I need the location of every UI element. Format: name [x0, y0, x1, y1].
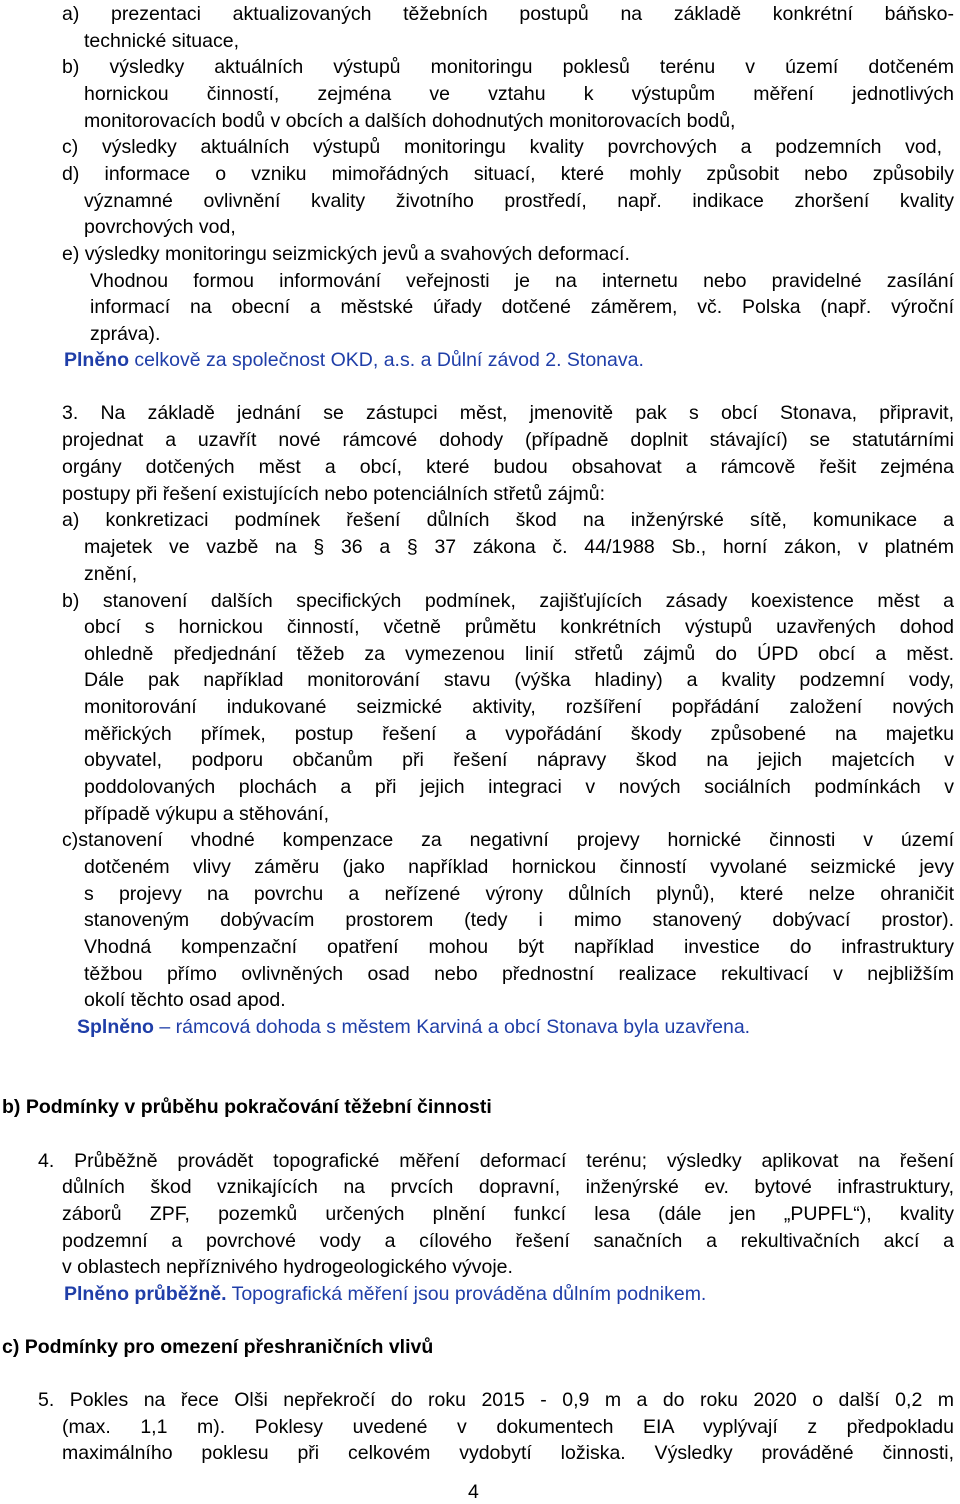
point3-line1: 3. Na základě jednání se zástupci měst, jmenovitě pak s obcí Stonava, připravit, — [62, 402, 954, 424]
point5-line1: 5. Pokles na řece Olši nepřekročí do roku 2015 - 0,9 m a do roku 2020 o další 0,2 m — [38, 1389, 954, 1411]
point3-c-line7: okolí těchto osad apod. — [84, 989, 286, 1011]
point4-line5: v oblastech nepříznivého hydrogeologického vývoje. — [62, 1256, 513, 1278]
item-a-line1: a) prezentaci aktualizovaných těžebních postupů na základě konkrétní báňsko- — [62, 3, 954, 25]
status-point3 — [77, 1014, 750, 1040]
point3-c-line1: c)stanovení vhodné kompenzace za negativní projevy hornické činnosti v území — [62, 829, 954, 851]
point3-c-line5: Vhodná kompenzační opatření mohou být například investice do infrastruktury — [84, 936, 954, 958]
point3-b-line2: obcí s hornickou činností, včetně průmětu konkrétních výstupů uzavřených dohod — [84, 616, 954, 638]
point3-c-line2: dotčeném vlivy záměru (jako například hornickou činností vyvolané seizmické jevy — [84, 856, 954, 878]
item-a-line2: technické situace, — [84, 30, 240, 52]
point4-line4: podzemní a povrchové vody a cílového řešení sanačních a rekultivačních akcí a — [62, 1230, 954, 1252]
status-block1 — [64, 347, 644, 373]
point3-b-line7: obyvatel, podporu občanům při řešení nápravy škod na jejich majetcích v — [84, 749, 954, 771]
status-point3-text: – rámcová dohoda s městem Karviná a obcí Stonava byla uzavřena. — [153, 1016, 751, 1038]
point3-c-line4: stanoveným dobývacím prostorem (tedy i mimo stanovený dobývací prostor). — [84, 909, 954, 931]
point3-line2: projednat a uzavřít nové rámcové dohody (případně doplnit stávající) se statutárními — [62, 429, 954, 451]
point4-line3: záborů ZPF, pozemků určených plnění funkcí lesa (dále jen „PUPFL“), kvality — [62, 1203, 954, 1225]
point4-line2: důlních škod vznikajících na prvcích dopravní, inženýrské ev. bytové infrastruktury, — [62, 1176, 954, 1198]
point5-line2: (max. 1,1 m). Poklesy uvedené v dokumentech EIA vyplývají z předpokladu — [62, 1416, 954, 1438]
item-d-line3: povrchových vod, — [84, 216, 236, 238]
public-info-line2: informací na obecní a městské úřady dotčené záměrem, vč. Polska (např. výroční — [90, 296, 954, 318]
point3-b-line6: měřických přímek, postup řešení a vypořádání škody způsobené na majetku — [84, 723, 954, 745]
status-block1-text: celkově za společnost OKD, a.s. a Důlní závod 2. Stonava. — [129, 349, 644, 371]
item-b-line1: b) výsledky aktuálních výstupů monitoringu poklesů terénu v území dotčeném — [62, 56, 954, 78]
point5-line3: maximálního poklesu při celkovém vydobytí ložiska. Výsledky prováděné činnosti, — [62, 1442, 954, 1464]
public-info-line1: Vhodnou formou informování veřejnosti je na internetu nebo pravidelné zasílání — [90, 270, 954, 292]
point3-line3: orgány dotčených měst a obcí, které budou obsahovat a rámcově řešit zejména — [62, 456, 954, 478]
item-c-line1: c) výsledky aktuálních výstupů monitoringu kvality povrchových a podzemních vod, — [62, 136, 942, 158]
section-b-heading: b) Podmínky v průběhu pokračování těžební činnosti — [2, 1096, 492, 1118]
point3-b-line9: případě výkupu a stěhování, — [84, 803, 329, 825]
point3-b-line5: monitorování indukované seizmické aktivity, rozšíření popřádání založení nových — [84, 696, 954, 718]
point3-b-line1: b) stanovení dalších specifických podmínek, zajišťujících zásady koexistence měst a — [62, 590, 954, 612]
point3-a-line1: a) konkretizaci podmínek řešení důlních škod na inženýrské sítě, komunikace a — [62, 509, 954, 531]
point3-a-line3: znění, — [84, 563, 138, 585]
public-info-line3: zpráva). — [90, 323, 161, 345]
point4-line1: 4. Průběžně provádět topografické měření deformací terénu; výsledky aplikovat na řešení — [38, 1150, 954, 1172]
point3-c-line6: těžbou přímo ovlivněných osad nebo přednostní realizace rekultivací v nejbližším — [84, 963, 954, 985]
item-d-line1: d) informace o vzniku mimořádných situací, které mohly způsobit nebo způsobily — [62, 163, 954, 185]
status-block1-label: Plněno — [64, 349, 130, 371]
status-point3-label: Splněno — [77, 1016, 154, 1038]
status-point4 — [64, 1281, 706, 1307]
point3-line4: postupy při řešení existujících nebo potenciálních střetů zájmů: — [62, 483, 606, 505]
point3-c-line3: s projevy na povrchu a neřízené výrony důlních plynů), které nelze ohraničit — [84, 883, 954, 905]
point3-b-line8: poddolovaných plochách a při jejich integraci v nových sociálních podmínkách v — [84, 776, 954, 798]
item-e-line1: e) výsledky monitoringu seizmických jevů a svahových deformací. — [62, 243, 630, 265]
item-b-line3: monitorovacích bodů v obcích a dalších dohodnutých monitorovacích bodů, — [84, 110, 736, 132]
page-number: 4 — [468, 1481, 479, 1503]
point3-b-line4: Dále pak například monitorování stavu (výška hladiny) a kvality podzemní vody, — [84, 669, 954, 691]
status-point4-label: Plněno průběžně. — [64, 1283, 227, 1305]
item-d-line2: významné ovlivnění kvality životního prostředí, např. indikace zhoršení kvality — [84, 190, 954, 212]
status-point4-text: Topografická měření jsou prováděna důlním podnikem. — [226, 1283, 707, 1305]
item-b-line2: hornickou činností, zejména ve vztahu k výstupům měření jednotlivých — [84, 83, 954, 105]
point3-b-line3: ohledně předjednání těžeb za vymezenou linií střetů zájmů do ÚPD obcí a měst. — [84, 643, 954, 665]
section-c-heading: c) Podmínky pro omezení přeshraničních vlivů — [2, 1336, 434, 1358]
point3-a-line2: majetek ve vazbě na § 36 a § 37 zákona č. 44/1988 Sb., horní zákon, v platném — [84, 536, 954, 558]
